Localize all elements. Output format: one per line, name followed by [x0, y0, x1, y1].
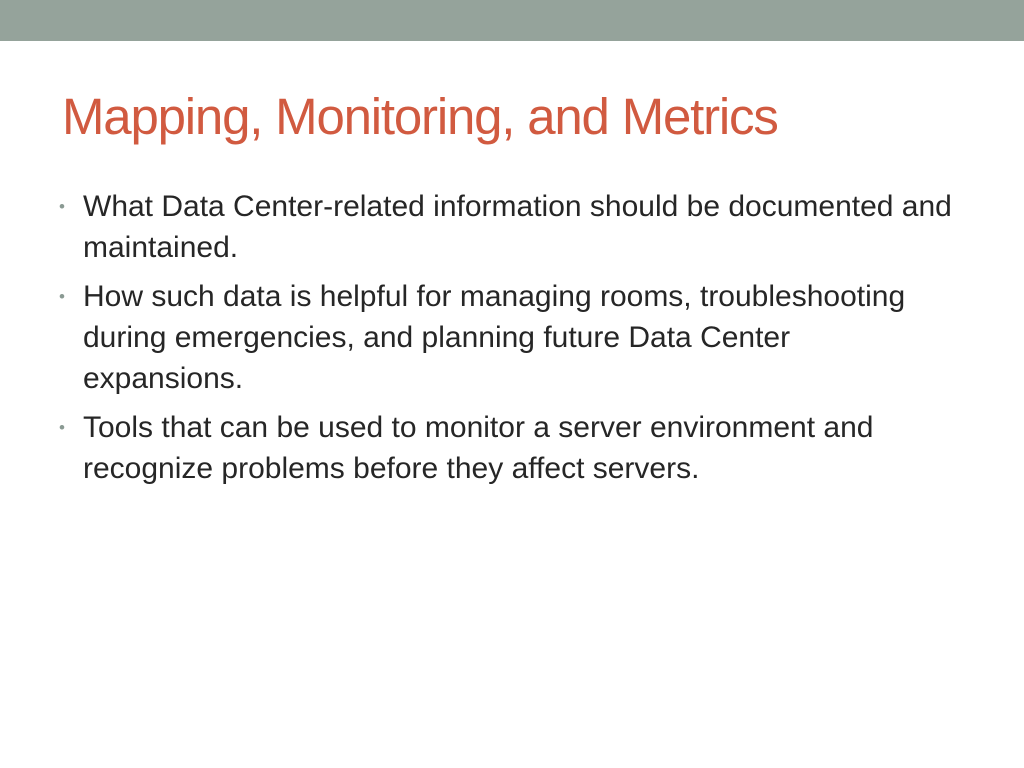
bullet-item — [58, 186, 958, 268]
bullet-item — [58, 407, 958, 489]
bullet-text: How such data is helpful for managing rooms, troubleshooting during emergencies, and planning future Data Center expansions. — [83, 280, 906, 395]
bullet-list — [58, 186, 958, 497]
bullet-text: What Data Center-related information should be documented and maintained. — [83, 190, 952, 264]
bullet-text: Tools that can be used to monitor a server environment and recognize problems before they affect servers. — [83, 411, 874, 485]
bullet-dot-icon: • — [59, 197, 65, 216]
slide-title: Mapping, Monitoring, and Metrics — [62, 88, 778, 145]
bullet-dot-icon: • — [59, 287, 65, 306]
top-accent-band — [0, 0, 1024, 41]
bullet-item — [58, 276, 958, 399]
bullet-dot-icon: • — [59, 418, 65, 437]
